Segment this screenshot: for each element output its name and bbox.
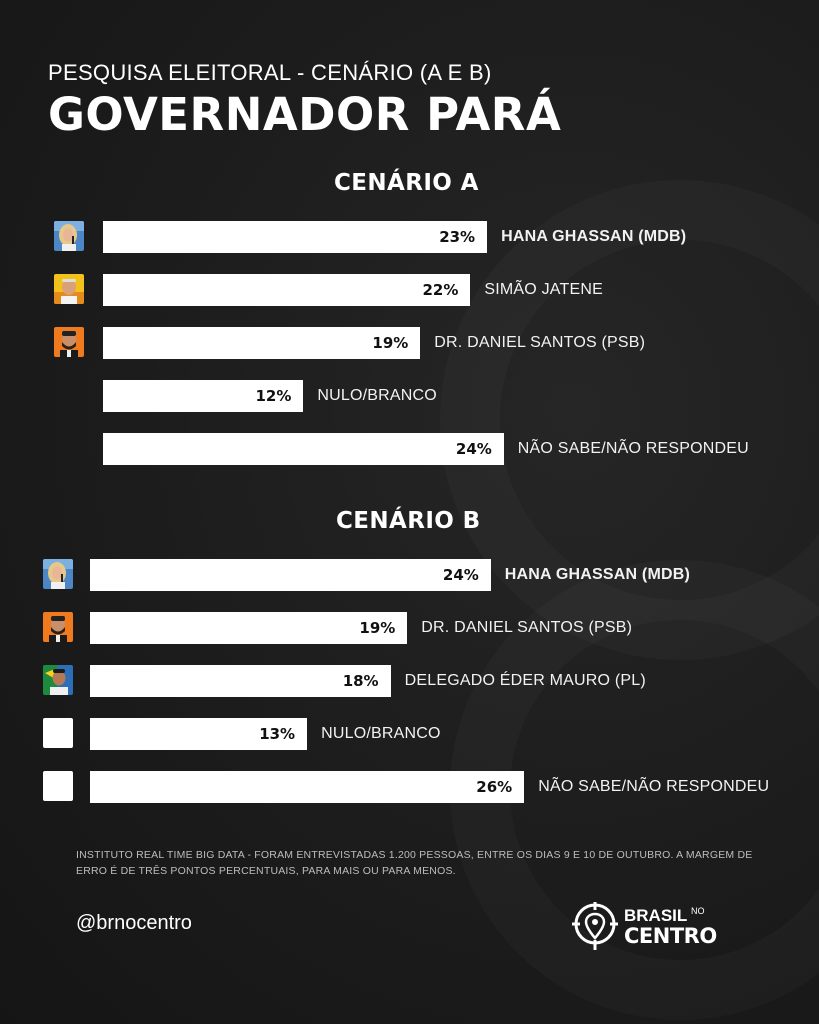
bar-category-label: DR. DANIEL SANTOS (PSB) bbox=[434, 334, 646, 351]
bar-row bbox=[0, 612, 819, 644]
bar bbox=[90, 612, 407, 644]
bar-row bbox=[0, 718, 819, 750]
candidate-photo bbox=[43, 612, 73, 642]
bar-row bbox=[0, 327, 819, 359]
candidate-photo bbox=[54, 274, 84, 304]
bar-value-label: 24% bbox=[455, 440, 492, 458]
bar bbox=[90, 665, 391, 697]
social-handle[interactable]: @brnocentro bbox=[76, 912, 192, 934]
logo-text-no: NO bbox=[691, 906, 705, 916]
scenario-title: CENÁRIO A bbox=[334, 170, 479, 196]
page-title: GOVERNADOR PARÁ bbox=[48, 88, 562, 141]
bar bbox=[103, 433, 504, 465]
bar-value-label: 12% bbox=[255, 387, 292, 405]
bar bbox=[90, 559, 491, 591]
bar-category-label: HANA GHASSAN (MDB) bbox=[504, 566, 691, 583]
bar-value-label: 26% bbox=[476, 778, 513, 796]
bar-category-label: NÃO SABE/NÃO RESPONDEU bbox=[517, 440, 749, 457]
bar-category-label: HANA GHASSAN (MDB) bbox=[501, 228, 687, 245]
bar-value-label: 22% bbox=[422, 281, 459, 299]
bar-value-label: 24% bbox=[442, 566, 479, 584]
candidate-photo bbox=[54, 221, 84, 251]
bar-category-label: DELEGADO ÉDER MAURO (PL) bbox=[404, 672, 646, 689]
bar-value-label: 19% bbox=[372, 334, 409, 352]
bar-row bbox=[0, 665, 819, 697]
blank-photo-placeholder bbox=[43, 718, 73, 748]
bar-value-label: 19% bbox=[359, 619, 396, 637]
bar-category-label: DR. DANIEL SANTOS (PSB) bbox=[421, 619, 633, 636]
bar-category-label: NULO/BRANCO bbox=[317, 387, 437, 404]
bar bbox=[90, 718, 307, 750]
blank-photo-placeholder bbox=[43, 771, 73, 801]
bar-row bbox=[0, 380, 819, 412]
bar-value-label: 13% bbox=[259, 725, 296, 743]
bar-row bbox=[0, 559, 819, 591]
bar bbox=[103, 221, 487, 253]
brand-logo bbox=[572, 902, 722, 952]
bar-row bbox=[0, 771, 819, 803]
bar-row bbox=[0, 274, 819, 306]
candidate-photo bbox=[54, 327, 84, 357]
bar bbox=[103, 327, 420, 359]
bar bbox=[103, 380, 303, 412]
footnote: INSTITUTO REAL TIME BIG DATA - FORAM ENTREVISTADAS 1.200 PESSOAS, ENTRE OS DIAS 9 E 10 DE OUTUBRO. A MARGEM DE ERRO É DE TRÊS PONTOS PERCENTUAIS, PARA MAIS OU PARA MENOS. bbox=[76, 849, 753, 877]
bar-category-label: SIMÃO JATENE bbox=[484, 281, 603, 298]
logo-text-centro: CENTRO bbox=[624, 924, 717, 948]
bar bbox=[103, 274, 470, 306]
bar-row bbox=[0, 433, 819, 465]
bar-value-label: 18% bbox=[342, 672, 379, 690]
scenario-title: CENÁRIO B bbox=[336, 508, 481, 534]
page-subtitle: PESQUISA ELEITORAL - CENÁRIO (A E B) bbox=[48, 60, 492, 85]
location-pin-crosshair-icon bbox=[572, 902, 618, 950]
bar-category-label: NULO/BRANCO bbox=[321, 725, 441, 742]
bar-row bbox=[0, 221, 819, 253]
candidate-photo bbox=[43, 559, 73, 589]
candidate-photo bbox=[43, 665, 73, 695]
logo-text-brasil: BRASIL bbox=[624, 906, 688, 925]
bar bbox=[90, 771, 524, 803]
bar-value-label: 23% bbox=[439, 228, 476, 246]
bar-category-label: NÃO SABE/NÃO RESPONDEU bbox=[538, 778, 770, 795]
